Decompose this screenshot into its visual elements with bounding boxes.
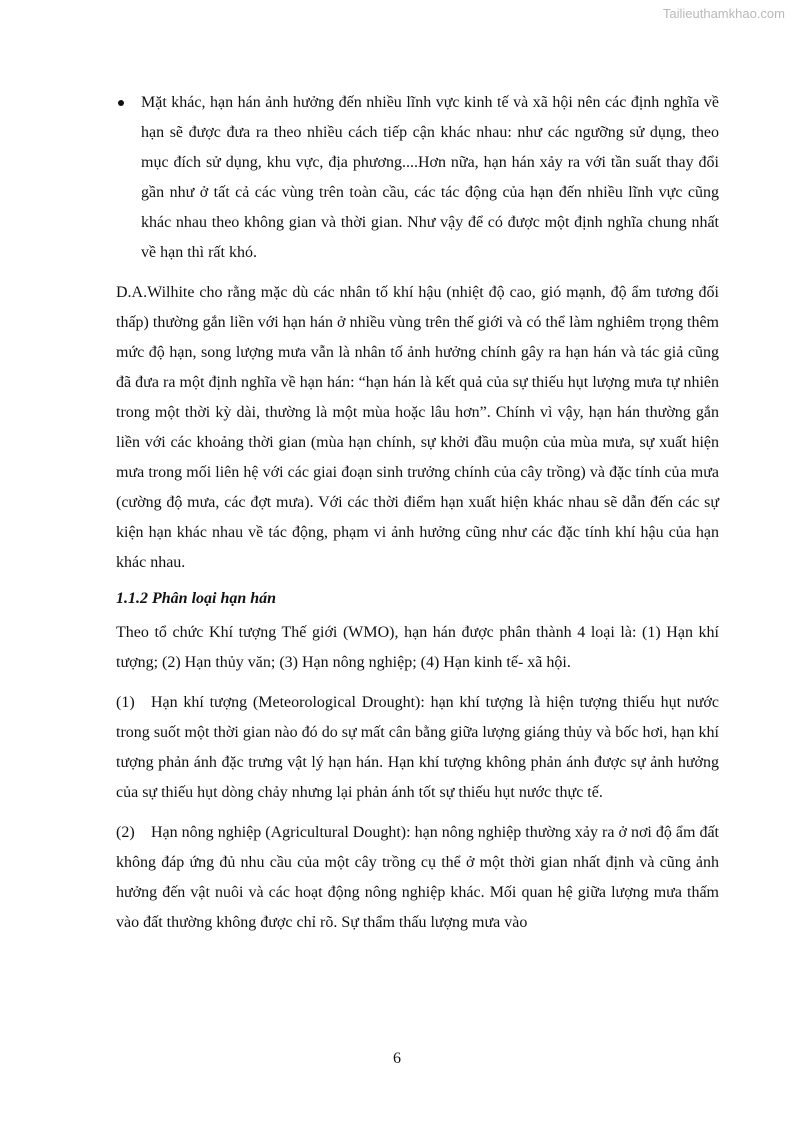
item-text: Hạn nông nghiệp (Agricultural Dought): hạn nông nghiệp thường xảy ra ở nơi độ ẩm đất không đáp ứng đủ nhu cầu của một cây trồng cụ thể ở một thời gian nhất định và cũng ảnh hưởng đến vật nuôi và các hoạt động nông nghiệp khác. Mối quan hệ giữa lượng mưa thấm vào đất thường không được chỉ rõ. Sự thẩm thấu lượng mưa vào <box>116 824 719 931</box>
bullet-paragraph: Mặt khác, hạn hán ảnh hưởng đến nhiều lĩnh vực kinh tế và xã hội nên các định nghĩa về hạn sẽ được đưa ra theo nhiều cách tiếp cận khác nhau: như các ngưỡng sử dụng, theo mục đích sử dụng, khu vực, địa phương....Hơn nữa, hạn hán xảy ra với tần suất thay đổi gần như ở tất cả các vùng trên toàn cầu, các tác động của hạn đến nhiều lĩnh vực cũng khác nhau theo không gian và thời gian. Như vậy để có được một định nghĩa chung nhất về hạn thì rất khó. <box>141 94 719 261</box>
section-heading: 1.1.2 Phân loại hạn hán <box>116 590 277 607</box>
item-text: Hạn khí tượng (Meteorological Drought): hạn khí tượng là hiện tượng thiếu hụt nước trong suốt một thời gian nào đó do sự mất cân bằng giữa lượng giáng thủy và bốc hơi, hạn khí tượng phản ánh đặc trưng vật lý hạn hán. Hạn khí tượng không phản ánh được sự ảnh hưởng của sự thiếu hụt dòng chảy nhưng lại phản ánh tốt sự thiếu hụt nước thực tế. <box>116 694 719 801</box>
document-page <box>116 88 719 948</box>
list-item-2 <box>116 818 719 938</box>
wilhite-paragraph: D.A.Wilhite cho rằng mặc dù các nhân tố khí hậu (nhiệt độ cao, gió mạnh, độ ẩm tương đối thấp) thường gắn liền với hạn hán ở nhiều vùng trên thế giới và có thể làm nghiêm trọng thêm mức độ hạn, song lượng mưa vẫn là nhân tố ảnh hưởng chính gây ra hạn hán và tác giả cũng đã đưa ra một định nghĩa về hạn hán: “hạn hán là kết quả của sự thiếu hụt lượng mưa tự nhiên trong một thời kỳ dài, thường là một mùa hoặc lâu hơn”. Chính vì vậy, hạn hán thường gắn liền với các khoảng thời gian (mùa hạn chính, sự khởi đầu muộn của mùa mưa, sự xuất hiện mưa trong mối liên hệ với các giai đoạn sinh trưởng chính của cây trồng) và đặc tính của mưa (cường độ mưa, các đợt mưa). Với các thời điểm hạn xuất hiện khác nhau sẽ dẫn đến các sự kiện hạn khác nhau về tác động, phạm vi ảnh hưởng cũng như các đặc tính khí hậu của hạn khác nhau. <box>116 284 719 571</box>
bullet-icon <box>118 100 124 106</box>
item-number: (2) <box>116 824 135 841</box>
watermark: Tailieuthamkhao.com <box>662 6 785 21</box>
list-item-1 <box>116 688 719 808</box>
bullet-item <box>116 88 719 268</box>
item-number: (1) <box>116 694 135 711</box>
intro-paragraph: Theo tổ chức Khí tượng Thế giới (WMO), hạn hán được phân thành 4 loại là: (1) Hạn khí tượng; (2) Hạn thủy văn; (3) Hạn nông nghiệp; (4) Hạn kinh tế- xã hội. <box>116 624 719 671</box>
page-number: 6 <box>393 1050 401 1067</box>
